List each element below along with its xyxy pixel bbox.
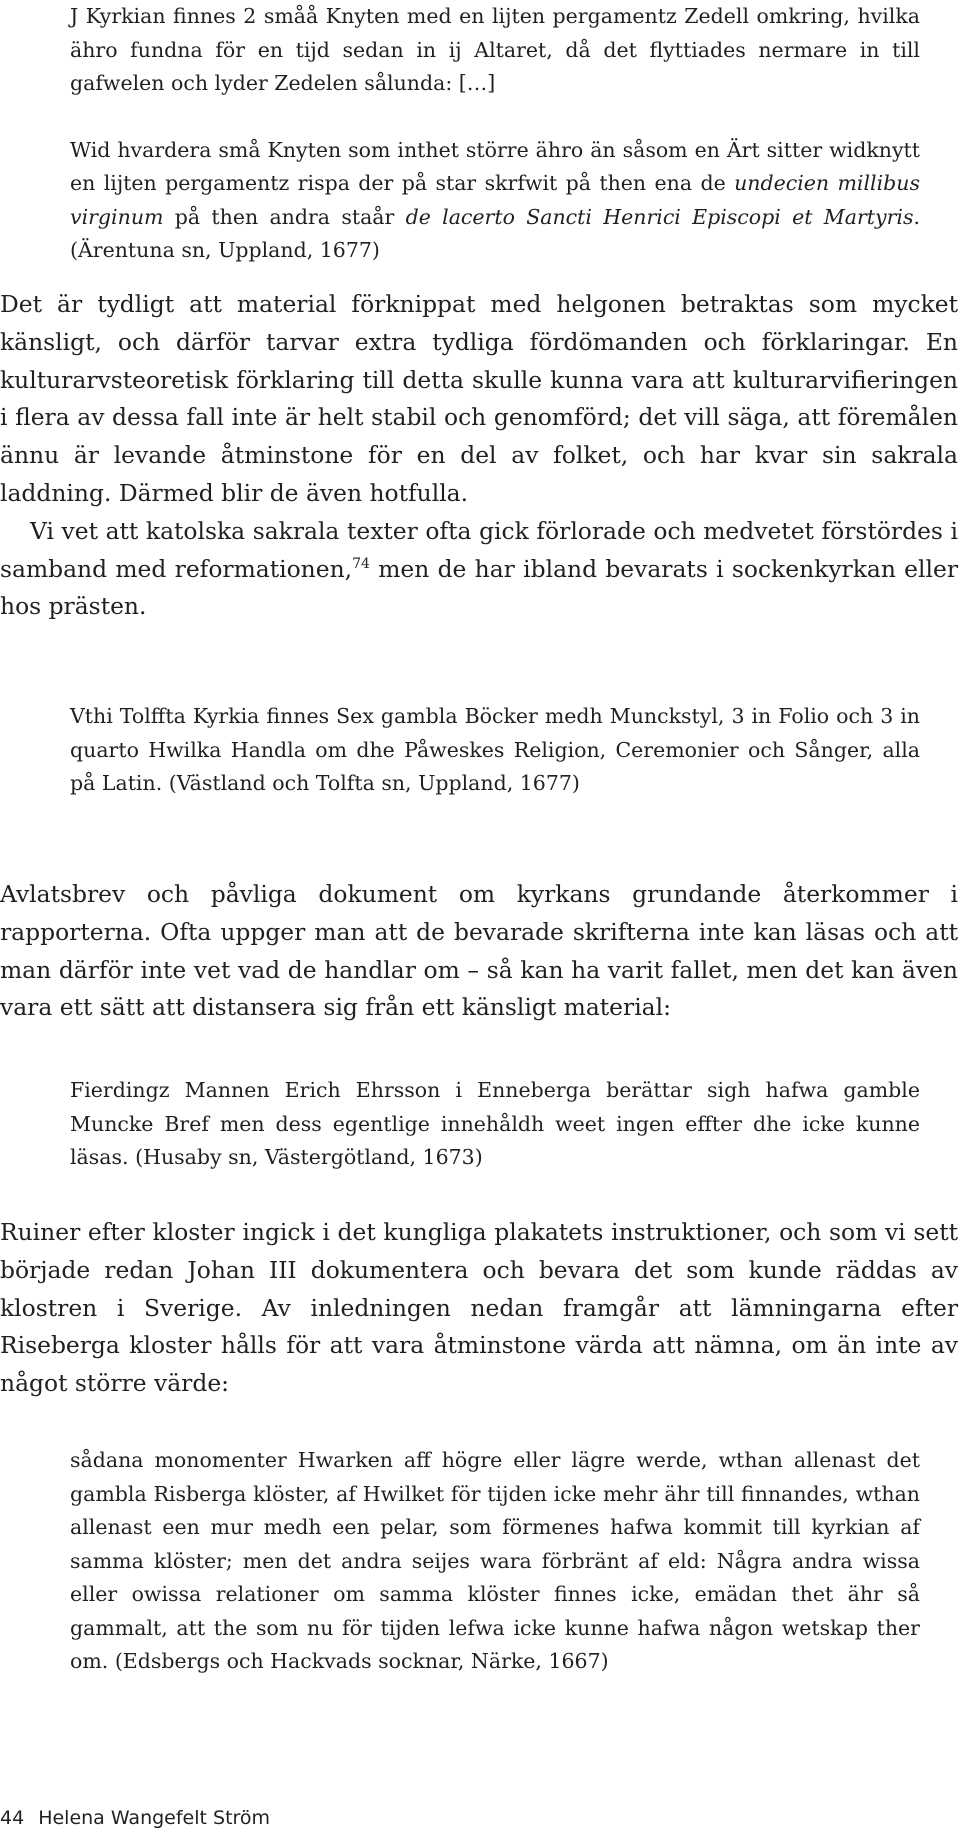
body-text: Vi vet att katolska sakrala texter ofta gick förlorade och medvetet förstördes i samband med reformationen, [0, 516, 958, 583]
body-paragraph [0, 513, 958, 626]
quote-text: på then andra staår [163, 204, 406, 229]
quote-paragraph [70, 134, 920, 268]
body-text: men de har ibland bevarats i sockenkyrkan eller hos prästen. [0, 554, 958, 621]
quote-paragraph: sådana monomenter Hwarken aff högre eller lägre werde, wthan allenast det gambla Risberga klöster, af Hwilket för tijden icke mehr ähr till finnandes, wthan allenast een mur medh een pelar, som förmenes hafwa kommit till kyrkian af samma klöster; men det andra seijes wara förbränt af eld: Några andra wissa eller owissa relationer om samma klöster finnes icke, emädan thet ähr så gammalt, att the som nu för tijden lefwa icke kunne hafwa någon wetskap ther om. (Edsbergs och Hackvads socknar, Närke, 1667) [70, 1448, 920, 1673]
quote-paragraph: Vthi Tolffta Kyrkia finnes Sex gambla Böcker medh Munckstyl, 3 in Folio och 3 in quarto Hwilka Handla om dhe Påweskes Religion, Ceremonier och Sånger, alla på Latin. (Västland och Tolfta sn, Uppland, 1677) [70, 704, 920, 795]
quote-paragraph: Fierdingz Mannen Erich Ehrsson i Enneberga berättar sigh hafwa gamble Muncke Bref men dess egentlige innehåldh weet ingen effter dhe icke kunne läsas. (Husaby sn, Västergötland, 1673) [70, 1078, 920, 1169]
footnote-reference: 74 [352, 555, 370, 572]
quote-text: Wid hvardera små Knyten som inthet större ähro än såsom en Ärt sitter widknytt en lijten pergamentz rispa der på star skrfwit på then ena de [70, 137, 920, 195]
latin-phrase: de lacerto Sancti Henrici Episcopi et Martyris [405, 204, 914, 229]
block-quote-edsberg [70, 1444, 920, 1679]
body-paragraph: Ruiner efter kloster ingick i det kungliga plakatets instruktioner, och som vi sett började redan Johan III dokumentera och bevara det som kunde räddas av klostren i Sverige. Av inledningen nedan framgår att lämningarna efter Riseberga kloster hålls för att vara åtminstone värda att nämna, om än inte av något större värde: [0, 1218, 958, 1398]
page-footer [0, 1806, 270, 1830]
quote-paragraph: J Kyrkian finnes 2 småå Knyten med en lijten pergamentz Zedell omkring, hvilka ähro fundna för en tijd sedan in ij Altaret, då det flyttiades nermare in till gafwelen och lyder Zedelen sålunda: […] [70, 4, 920, 95]
block-quote-husaby [70, 1074, 920, 1175]
body-paragraph: Det är tydligt att material förknippat med helgonen betraktas som mycket känsligt, och därför tarvar extra tydliga fördömanden och förklaringar. En kulturarvsteoretisk förklaring till detta skulle kunna vara att kulturarvifieringen i flera av dessa fall inte är helt stabil och genomförd; det vill säga, att föremålen ännu är levande åtminstone för en del av folket, och har kvar sin sakrala laddning. Därmed blir de även hotfulla. [0, 290, 958, 507]
body-section-1 [0, 286, 958, 626]
body-section-3 [0, 1214, 958, 1403]
quote-citation: . (Ärentuna sn, Uppland, 1677) [70, 204, 920, 262]
body-section-2 [0, 876, 958, 1027]
running-author: Helena Wangefelt Ström [38, 1807, 271, 1829]
latin-phrase: undecien millibus virginum [70, 171, 920, 229]
block-quote-tolfta [70, 700, 920, 801]
block-quote-arentuna [70, 0, 920, 268]
body-paragraph: Avlatsbrev och påvliga dokument om kyrkans grundande återkommer i rapporterna. Ofta uppger man att de bevarade skrifterna inte kan läsas och att man därför inte vet vad de handlar om – så kan ha varit fallet, men det kan även vara ett sätt att distansera sig från ett känsligt material: [0, 880, 958, 1022]
page-number: 44 [0, 1807, 25, 1829]
